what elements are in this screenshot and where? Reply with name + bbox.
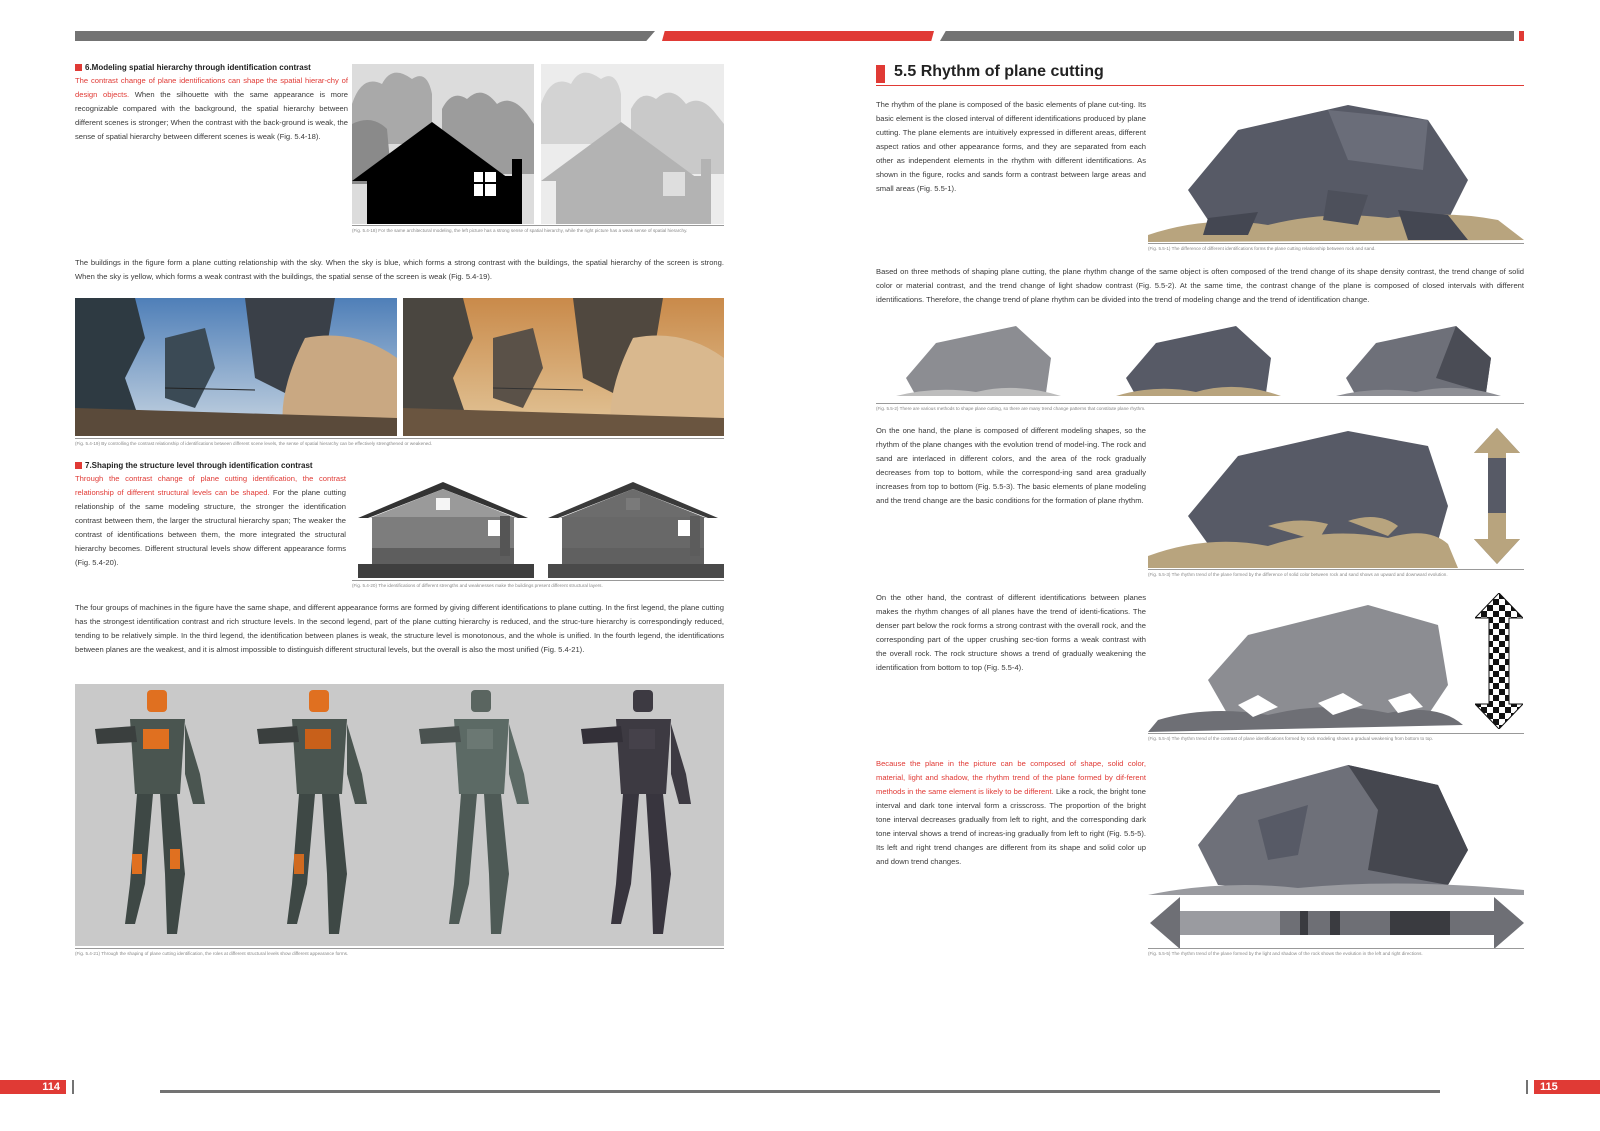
- page-number-left: 114: [42, 1081, 60, 1093]
- robot-figure-2: [257, 690, 367, 934]
- section7-block: [75, 460, 346, 570]
- section7-heading: [75, 460, 346, 472]
- top-bar-right-tick: [1519, 31, 1524, 41]
- section6-red-text: The contrast change of plane identifications can shape the spatial hierar-chy of design objects.: [75, 76, 348, 99]
- fig-5-4-19-yellow-sky-image: [403, 298, 724, 436]
- section6-heading: [75, 62, 348, 74]
- left-right-arrow-icon: [1150, 897, 1524, 949]
- fig-5-4-18-left-image: [352, 64, 534, 224]
- section-bullet: [75, 64, 82, 71]
- section7-heading-text: 7.Shaping the structure level through identification contrast: [85, 461, 313, 470]
- section7-red-text: Through the contrast change of plane cutting identification, the contrast relationship of different structural levels can be shaped.: [75, 474, 346, 497]
- page-number-right: 115: [1540, 1081, 1558, 1093]
- section-title-block: [876, 62, 1524, 86]
- section6-block: [75, 62, 348, 144]
- robot-figure-3: [419, 690, 529, 934]
- fig-5-4-20-caption: (Fig. 5.4-20) The identifications of different strengths and weaknesses make the buildings present different structural layers.: [352, 580, 724, 589]
- fig-5-4-19-caption: (Fig. 5.4-19) By controlling the contrast relationship of identifications between different scene levels, the sense of spatial hierarchy can be effectively strengthened or weakened.: [75, 438, 724, 447]
- page-number-left-divider: [72, 1080, 74, 1094]
- fig-5-5-1-rock-sand-image: [1148, 100, 1524, 242]
- section6-body-text: When the silhouette with the same appearance is more recognizable compared with the background, the spatial hierarchy between different scenes is stronger; When the contrast with the back-ground is weak, the sense of spatial hierarchy between different scenes is weak (Fig. 5.4-18).: [75, 90, 348, 141]
- paragraph-three-methods: Based on three methods of shaping plane cutting, the plane rhythm change of the same object is often composed of the trend change of its shape density contrast, the trend change of solid color or material contrast, and the trend change of light shadow contrast (Fig. 5.5-2). At the same time, the contrast change of the plane is composed of closed intervals with different identifications. Therefore, the change trend of plane rhythm can be divided into the trend of modeling change and the trend of identification change.: [876, 267, 1524, 304]
- top-bar-right: [940, 31, 1514, 41]
- fig-5-4-21-robots-image: [75, 684, 724, 946]
- fig-5-5-1-caption: (Fig. 5.5-1) The difference of different identifications forms the plane cutting relationship between rock and sand.: [1148, 243, 1524, 252]
- title-red-marker: [876, 65, 885, 83]
- fig-5-5-5-caption: (Fig. 5.5-5) The rhythm trend of the plane formed by the light and shadow of the rock shows the evolution in the left and right directions.: [1148, 948, 1524, 957]
- top-bar-red: [662, 31, 934, 41]
- fig-5-5-2-three-rocks-image: [876, 318, 1524, 402]
- top-bar-left: [75, 31, 655, 41]
- robot-figure-4: [581, 690, 691, 934]
- fig-5-5-4-caption: (Fig. 5.5-4) The rhythm trend of the contrast of plane identifications formed by rock modeling shows a gradual weakening from bottom to top.: [1148, 733, 1524, 742]
- paragraph-machines: The four groups of machines in the figure have the same shape, and different appearance forms are formed by giving different identifications to plane cutting. In the first legend, the plane cutting has the strongest identification contrast and rich structure levels. In the second legend, part of the plane cutting hierarchy is reduced, and the struc-ture hierarchy is correspondingly reduced, tending to be relatively simple. In the third legend, the identification between planes is weak, the structure level is monotonous, and the whole is unified. In the fourth legend, the identifications between planes are the weakest, and it is almost impossible to distinguish different structural levels, but the overall is also the most unified (Fig. 5.4-21).: [75, 603, 724, 654]
- section7-body-text: For the plane cutting relationship of the same modeling structure, the stronger the identification contrast between them, the larger the structural hierarchy span; The weaker the contrast of identifications between them, the more integrated the structural hierarchy becomes. Different structural levels show different appearance forms (Fig. 5.4-20).: [75, 488, 346, 567]
- checkered-up-down-arrow-icon: [1475, 593, 1523, 729]
- fig-5-5-3-rock-sand-image: [1148, 426, 1524, 568]
- paragraph-modeling-shapes: On the one hand, the plane is composed of different modeling shapes, so the rhythm of the plane changes with the evolution trend of model-ing. The rock and sand are interlaced in different colors, and the area of the rock gradually decreases from top to bottom, while the correspond-ing sand area gradually increases from top to bottom (Fig. 5.5-3). The basic elements of plane modeling and the trend change are the basic conditions for the formation of plane rhythm.: [876, 426, 1146, 505]
- section6-paragraph: [75, 74, 348, 144]
- paragraph-light-shadow-red-text: Because the plane in the picture can be composed of shape, solid color, material, light and shadow, the rhythm trend of the plane formed by dif-ferent methods in the same element is likely to be different.: [876, 759, 1146, 796]
- robot-figure-1: [95, 690, 205, 934]
- fig-5-4-18-caption: (Fig. 5.4-18) For the same architectural modeling, the left picture has a strong sense of spatial hierarchy, while the right picture has a weak sense of spatial hierarchy.: [352, 225, 724, 234]
- fig-5-4-21-caption: (Fig. 5.4-21) Through the shaping of plane cutting identification, the roles at different structural levels show different appearance forms.: [75, 948, 724, 957]
- paragraph-identification-contrast: On the other hand, the contrast of different identifications between planes makes the rhythm changes of all planes have the trend of identi-fications. The denser part below the rock forms a strong contrast with the overall rock, and the corresponding part of the upper crushing sec-tion forms a weak contrast with the overall rock. The rock structure shows a trend of gradually weakening the identification from bottom to top (Fig. 5.5-4).: [876, 593, 1146, 672]
- bottom-bar: [160, 1090, 1440, 1093]
- rock-outline-version: [896, 326, 1061, 396]
- paragraph-rhythm-intro: The rhythm of the plane is composed of the basic elements of plane cut-ting. Its basic element is the closed interval of different identifications produced by plane cutting. The plane elements are intuitively expressed in different areas, different aspect ratios and other appearance forms, and they are separated from each other as independent elements in the rhythm with different identifications. As shown in the figure, rocks and sands form a contrast between large areas and small areas (Fig. 5.5-1).: [876, 100, 1146, 193]
- fig-5-5-2-caption: (Fig. 5.5-2) There are various methods to shape plane cutting, so there are many trend change patterns that constitute plane rhythm.: [876, 403, 1524, 412]
- section-bullet: [75, 462, 82, 469]
- section6-heading-text: 6.Modeling spatial hierarchy through identification contrast: [85, 63, 311, 72]
- fig-5-4-20-house-strong-image: [358, 480, 534, 578]
- rock-shadow-version: [1336, 326, 1501, 396]
- page-number-left-tab: [0, 1080, 66, 1094]
- paragraph-light-shadow: [876, 757, 1146, 869]
- section7-paragraph: [75, 472, 346, 570]
- up-down-arrow-icon: [1474, 428, 1520, 564]
- page-title: 5.5 Rhythm of plane cutting: [894, 63, 1104, 80]
- fig-5-5-4-rock-detail-image: [1148, 595, 1468, 732]
- fig-5-4-20-house-weak-image: [548, 480, 724, 578]
- paragraph-buildings: The buildings in the figure form a plane cutting relationship with the sky. When the sky is blue, which forms a strong contrast with the buildings, the spatial hierarchy of the screen is strong. When the sky is yellow, which forms a weak contrast with the buildings, the spatial sense of the screen is weak (Fig. 5.4-19).: [75, 258, 724, 281]
- paragraph-light-shadow-body-text: Like a rock, the bright tone interval and dark tone interval form a crisscross. The proportion of the bright tone interval decreases gradually from left to right, and the corresponding dark tone interval shows a trend of increas-ing gradually from left to right (Fig. 5.5-5). Its left and right trend changes are different from its shape and solid color up and down trend changes.: [876, 787, 1147, 866]
- fig-5-4-19-blue-sky-image: [75, 298, 397, 436]
- page-number-right-tab: [1534, 1080, 1600, 1094]
- fig-5-5-5-rock-light-shadow-image: [1148, 760, 1524, 895]
- rock-sand-version: [1116, 326, 1281, 396]
- fig-5-4-18-right-image: [541, 64, 724, 224]
- page-number-right-divider: [1526, 1080, 1528, 1094]
- fig-5-5-3-caption: (Fig. 5.5-3) The rhythm trend of the plane formed by the difference of solid color between rock and sand shows an upward and downward evolution.: [1148, 569, 1524, 578]
